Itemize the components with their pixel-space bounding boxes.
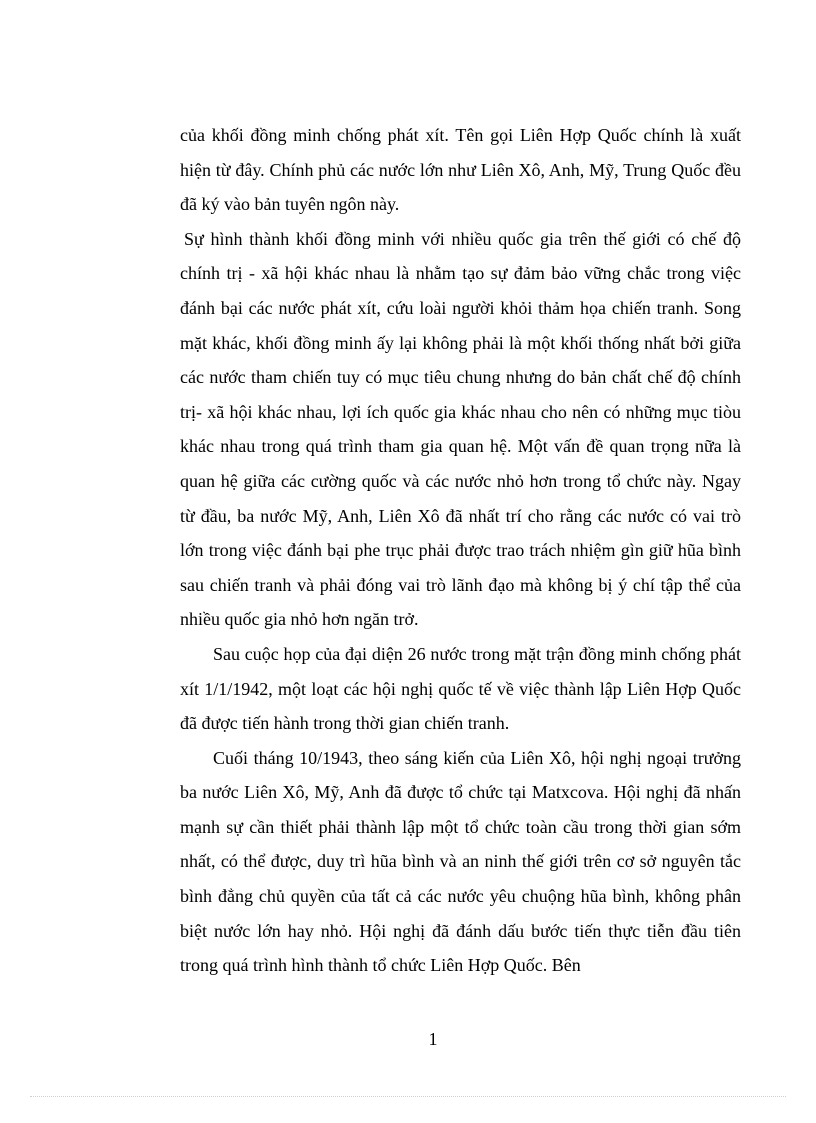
paragraph-2: Sự hình thành khối đồng minh với nhiều quốc gia trên thế giới có chế độ chính trị - xã hội khác nhau là nhằm tạo sự đảm bảo vững chắc trong việc đánh bại các nước phát xít, cứu loài người khỏi thảm họa chiến tranh. Song mặt khác, khối đồng minh ấy lại không phải là một khối thống nhất bởi giữa các nước tham chiến tuy có mục tiêu chung nhưng do bản chất chế độ chính trị- xã hội khác nhau, lợi ích quốc gia khác nhau cho nên có những mục tiòu khác nhau trong quá trình tham gia quan hệ. Một vấn đề quan trọng nữa là quan hệ giữa các cường quốc và các nước nhỏ hơn trong tổ chức này. Ngay từ đầu, ba nước Mỹ, Anh, Liên Xô đã nhất trí cho rằng các nước có vai trò lớn trong việc đánh bại phe trục phải được trao trách nhiệm gìn giữ hũa bình sau chiến tranh và phải đóng vai trò lãnh đạo mà không bị ý chí tập thể của nhiều quốc gia nhỏ hơn ngăn trở.: [180, 228, 741, 630]
paragraph-4: Cuối tháng 10/1943, theo sáng kiến của Liên Xô, hội nghị ngoại trưởng ba nước Liên Xô, Mỹ, Anh đã được tổ chức tại Matxcova. Hội nghị đã nhấn mạnh sự cần thiết phải thành lập một tổ chức toàn cầu trong thời gian sớm nhất, có thể được, duy trì hũa bình và an ninh thế giới trên cơ sở nguyên tắc bình đẳng chủ quyền của tất cả các nước yêu chuộng hũa bình, không phân biệt nước lớn hay nhỏ. Hội nghị đã đánh dấu bước tiến thực tiễn đầu tiên trong quá trình hình thành tổ chức Liên Hợp Quốc. Bên: [180, 747, 741, 976]
page-bottom-divider: [30, 1096, 786, 1097]
paragraph-3: Sau cuộc họp của đại diện 26 nước trong mặt trận đồng minh chống phát xít 1/1/1942, một loạt các hội nghị quốc tế về việc thành lập Liên Hợp Quốc đã được tiến hành trong thời gian chiến tranh.: [180, 643, 741, 734]
page-number: 1: [428, 1029, 438, 1049]
paragraph-1: của khối đồng minh chống phát xít. Tên gọi Liên Hợp Quốc chính là xuất hiện từ đây. Chính phủ các nước lớn như Liên Xô, Anh, Mỹ, Trung Quốc đều đã ký vào bản tuyên ngôn này.: [180, 125, 741, 215]
body-text: [180, 118, 741, 983]
